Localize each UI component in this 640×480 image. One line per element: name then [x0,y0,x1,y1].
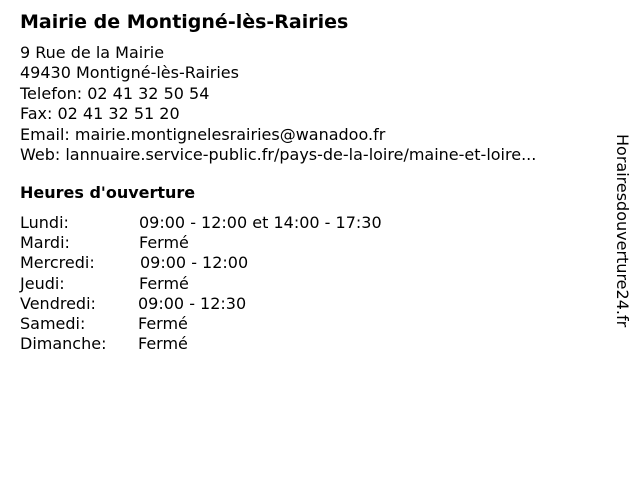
contact-block [20,43,536,165]
day-hours: 09:00 - 12:00 et 14:00 - 17:30 [139,213,382,232]
day-label: Samedi: [20,313,86,333]
hours-heading: Heures d'ouverture [20,183,196,202]
day-hours: 09:00 - 12:00 [140,253,249,273]
day-hours: Fermé [138,313,188,333]
day-hours: 09:00 - 12:30 [138,293,247,313]
day-label: Lundi: [20,213,69,232]
day-hours: Fermé [139,233,189,253]
day-label: Jeudi: [20,273,65,293]
day-hours: Fermé [139,273,189,293]
site-watermark: Horairesdouverture24.fr [613,134,632,328]
address-street: 9 Rue de la Mairie [20,43,165,62]
day-label: Vendredi: [20,293,96,313]
address-city: 49430 Montigné-lès-Rairies [20,63,239,83]
fax-line: Fax: 02 41 32 51 20 [20,104,180,124]
day-label: Mardi: [20,233,70,253]
day-hours: Fermé [138,334,188,354]
day-label: Dimanche: [20,334,107,354]
web-line: Web: lannuaire.service-public.fr/pays-de-la-loire/maine-et-loire... [20,144,537,164]
page-title: Mairie de Montigné-lès-Rairies [20,11,349,33]
email-line: Email: mairie.montignelesrairies@wanadoo.fr [20,124,386,144]
phone-line: Telefon: 02 41 32 50 54 [20,83,210,103]
day-label: Mercredi: [20,253,95,273]
